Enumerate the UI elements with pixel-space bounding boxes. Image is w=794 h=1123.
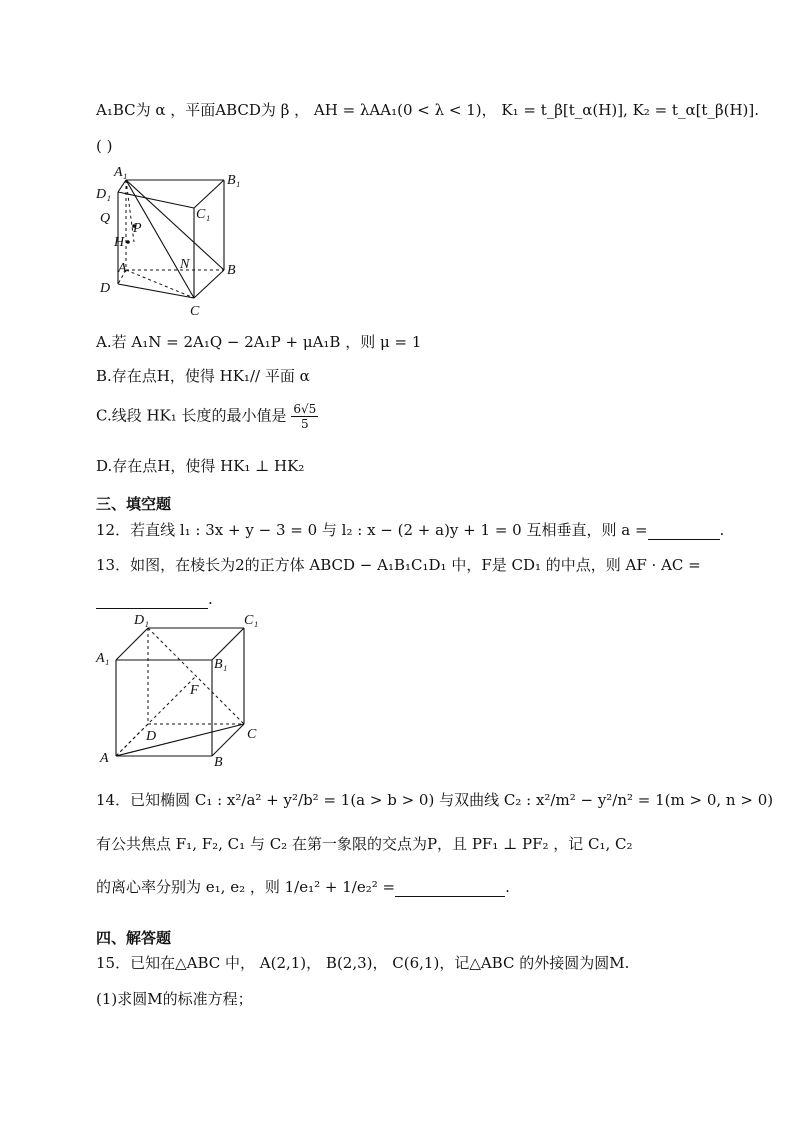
option-d: D.存在点H，使得 HK₁ ⊥ HK₂ <box>96 457 305 475</box>
period: . <box>719 521 725 539</box>
question-14-line-1: 14．已知椭圆 C₁ : x²/a² + y²/b² = 1(a > b > 0) 与双曲线 C₂ : x²/m² − y²/n² = 1(m > 0, n > 0) <box>96 791 774 809</box>
fig1-label: C₁ <box>196 207 211 222</box>
fraction-numerator: 6√5 <box>293 402 317 416</box>
option-c-fraction <box>291 402 318 431</box>
fig1-label: B₁ <box>227 173 241 188</box>
fig1-label: P <box>133 221 142 236</box>
question-12 <box>96 519 724 540</box>
fig2-label: A <box>100 751 109 766</box>
question-15-part-1: (1)求圆M的标准方程； <box>96 990 253 1008</box>
fig2-label: D₁ <box>134 613 149 628</box>
fig2-label: F <box>190 683 199 698</box>
cube-figure <box>96 614 266 774</box>
answer-parentheses: ( ) <box>96 137 113 155</box>
fig2-label: D <box>146 729 157 744</box>
fig1-label: D₁ <box>96 187 111 202</box>
fig2-label: C₁ <box>244 613 259 628</box>
fraction-denominator: 5 <box>300 417 309 431</box>
question-12-text: 12．若直线 l₁ : 3x + y − 3 = 0 与 l₂ : x − (2 + a)y + 1 = 0 互相垂直，则 a = <box>96 521 648 539</box>
option-b: B.存在点H，使得 HK₁// 平面 α <box>96 367 310 385</box>
question-14-text: 的离心率分别为 e₁, e₂ ，则 1/e₁² + 1/e₂² = <box>96 878 396 896</box>
fig1-label: H <box>114 235 125 250</box>
question-14-line-3 <box>96 876 510 897</box>
option-c-text: C.线段 HK₁ 长度的最小值是 <box>96 406 287 425</box>
answer-blank[interactable] <box>395 876 505 897</box>
question-13: 13．如图，在棱长为2的正方体 ABCD − A₁B₁C₁D₁ 中，F是 CD₁ 的中点，则 AF · AC = <box>96 556 701 574</box>
fig2-label: A₁ <box>96 651 110 666</box>
prism-figure <box>96 160 256 320</box>
fig2-label: C <box>247 727 257 742</box>
fig1-label: B <box>227 263 236 278</box>
fig2-label: B₁ <box>214 657 228 672</box>
question-14-line-2: 有公共焦点 F₁, F₂, C₁ 与 C₂ 在第一象限的交点为P，且 PF₁ ⊥ PF₂ ，记 C₁, C₂ <box>96 835 633 853</box>
period: . <box>208 590 213 608</box>
period: . <box>505 878 510 896</box>
section-heading-solve: 四、解答题 <box>96 929 172 947</box>
answer-blank[interactable] <box>96 588 208 609</box>
option-a: A.若 A₁N = 2A₁Q − 2A₁P + μA₁B ，则 μ = 1 <box>96 333 422 351</box>
fig2-label: B <box>214 755 223 770</box>
answer-blank[interactable] <box>648 519 720 540</box>
fig1-label: A₁ <box>114 165 128 180</box>
fig1-label: D <box>100 281 111 296</box>
fig1-label: A <box>118 261 127 276</box>
option-c <box>96 402 318 431</box>
fig1-label: N <box>180 257 190 272</box>
fig1-label: C <box>190 304 200 319</box>
fig1-label: Q <box>100 211 111 226</box>
problem-intro-line: A₁BC为 α ，平面ABCD为 β ， AH = λAA₁(0 < λ < 1)， K₁ = t_β[t_α(H)], K₂ = t_α[t_β(H)]. <box>96 101 760 119</box>
question-15: 15．已知在△ABC 中， A(2,1)， B(2,3)， C(6,1)，记△ABC 的外接圆为圆M. <box>96 954 630 972</box>
question-13-answer-line <box>96 588 213 609</box>
section-heading-fill-in: 三、填空题 <box>96 495 172 513</box>
